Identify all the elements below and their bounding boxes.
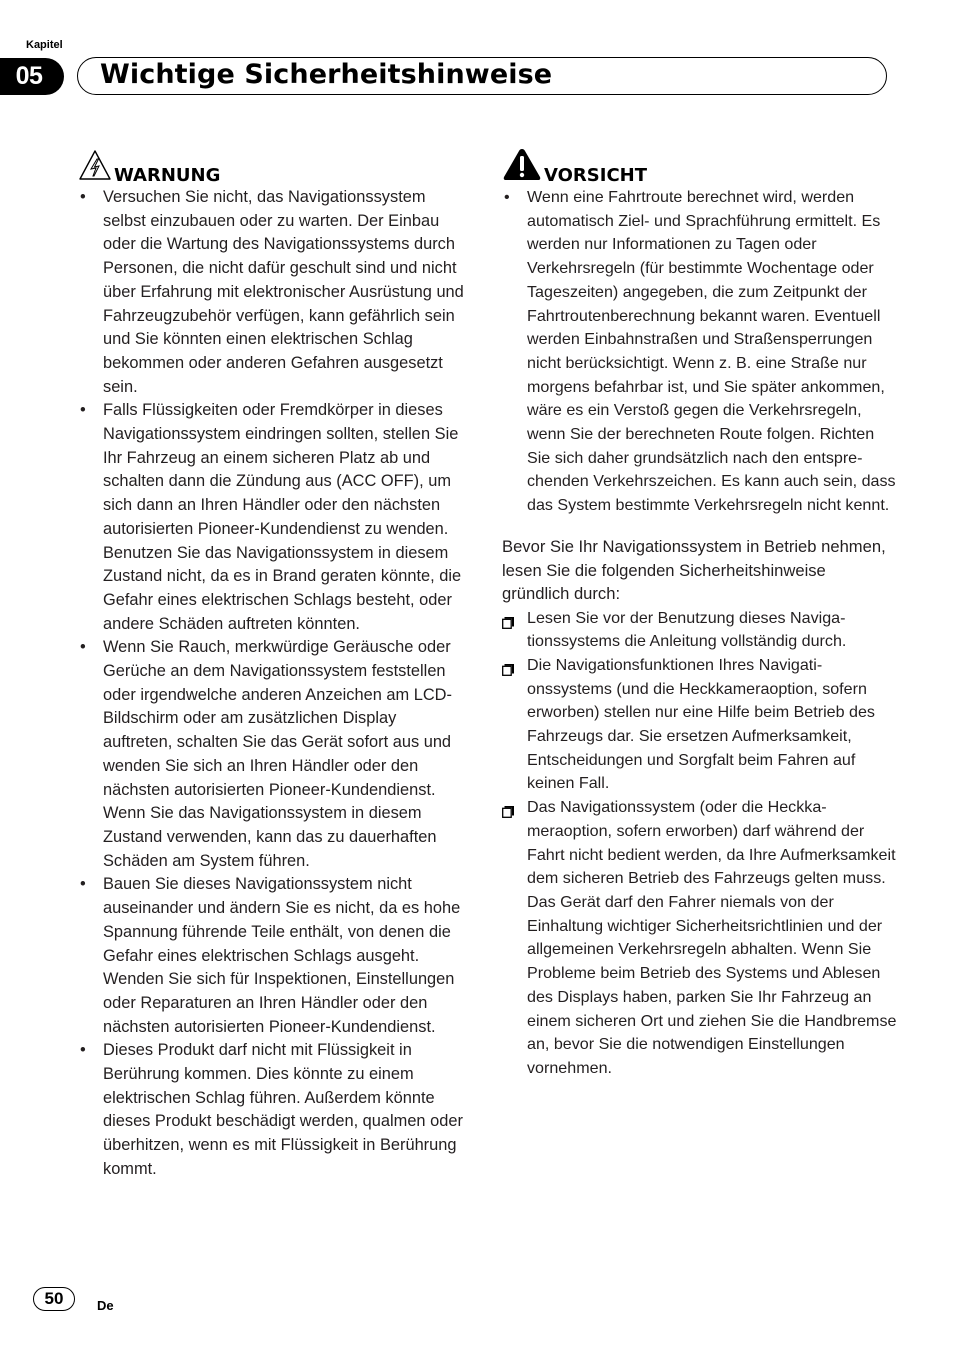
caution-list-item xyxy=(502,186,897,518)
title-box xyxy=(77,57,887,95)
warning-list xyxy=(78,186,468,1182)
warning-section xyxy=(78,150,468,1182)
warning-item-text: Dieses Produkt darf nicht mit Flüssigkeit in Berührung kommen. Dies könnte zu einem elektrischen Schlag führen. Außerdem könnte dieses Produkt beschädigt werden, qualmen oder überhitzen, wenn es mit Flüssigkeit in Berührung kommt. xyxy=(103,1041,463,1178)
caution-heading-text: VORSICHT xyxy=(544,165,647,186)
caution-item-text: Wenn eine Fahrtroute berechnet wird, werden automatisch Ziel- und Sprachführung ermittelt. Es werden nur Informationen zu Tagen oder Verkehrsregeln (für bestimmte Wochentage oder Tageszeiten) angegeben, die zum Zeitpunkt der Fahrtroutenberechnung bekannt waren. Eventuell werden Einbahnstraßen und Straßensperrungen nicht berücksichtigt. Wenn z. B. eine Straße nur morgens befahrbar ist, und Sie später ankommen, wäre es ein Verstoß gegen die Verkehrsregeln, wenn Sie der berechneten Route folgen. Richten Sie sich daher grundsätzlich nach den entsprechenden Verkehrszeichen. Es kann auch sein, dass das System bestimmte Verkehrsregeln nicht kennt. xyxy=(527,188,896,515)
bullet-icon: • xyxy=(80,1041,86,1060)
bullet-icon: • xyxy=(80,401,86,420)
warning-list-item xyxy=(78,399,468,636)
checkbox-square-icon xyxy=(502,802,513,813)
warning-list-item xyxy=(78,1039,468,1181)
caution-heading xyxy=(502,150,897,186)
bullet-icon: • xyxy=(80,638,86,657)
warning-item-text: Bauen Sie dieses Navigationssystem nicht auseinander und ändern Sie es nicht, da es hohe Spannung führende Teile enthält, von denen die Gefahr eines elektrischen Schlags ausgeht. Wenden Sie sich für Inspektionen, Einstellungen oder Reparaturen an Ihren Händler oder den nächsten autorisierten Pioneer-Kundendienst. xyxy=(103,875,461,1036)
caution-list xyxy=(502,186,897,518)
safety-intro-paragraph: Bevor Sie Ihr Navigationssystem in Betrieb nehmen, lesen Sie die folgenden Sicherheitshinweise gründlich durch: xyxy=(502,536,886,604)
checklist-item xyxy=(502,607,897,654)
checklist-item-text: Das Navigationssystem (oder die Heckkameraoption, sofern erworben) darf während der Fahrt nicht bedient werden, da Ihre Aufmerksamkeit dem sicheren Betrieb des Fahrzeugs gelten muss. Das Gerät darf den Fahrer niemals von der Einhaltung wichtiger Sicherheitsrichtlinien und der allgemeinen Verkehrsregeln abhalten. Wenn Sie Probleme beim Betrieb des Systems und Ablesen des Displays haben, parken Sie Ihr Fahrzeug an einem sicheren Ort und ziehen Sie die Handbremse an, bevor Sie die notwendigen Einstellungen vornehmen. xyxy=(527,798,897,1077)
checklist-item xyxy=(502,654,897,796)
warning-item-text: Falls Flüssigkeiten oder Fremdkörper in dieses Navigationssystem eindringen sollten, stellen Sie Ihr Fahrzeug an einem sicheren Platz ab und schalten dann die Zündung aus (ACC OFF), um sich dann an Ihren Händler oder den nächsten autorisierten Pioneer-Kundendienst zu wenden. Benutzen Sie das Navigationssystem in diesem Zustand nicht, da es in Brand geraten könnte, die Gefahr eines elektrischen Schlags besteht, oder andere Schäden auftreten könnten. xyxy=(103,401,462,633)
checklist-item xyxy=(502,796,897,1080)
warning-item-text: Versuchen Sie nicht, das Navigationssystem selbst einzubauen oder zu warten. Der Einbau oder die Wartung des Navigationssystems durch Personen, die nicht dafür geschult sind und nicht über Erfahrung mit elektronischer Ausrüstung und Fahrzeugzubehör verfügen, kann gefährlich sein und Sie könnten einen elektrischen Schlag bekommen oder anderen Gefahren ausgesetzt sein. xyxy=(103,188,464,396)
safety-checklist xyxy=(502,607,897,1081)
checklist-item-text: Lesen Sie vor der Benutzung dieses Navigationssystems die Anleitung vollständig durch. xyxy=(527,608,847,651)
electric-shock-warning-icon xyxy=(78,149,114,186)
warning-list-item xyxy=(78,873,468,1039)
bullet-icon: • xyxy=(80,875,86,894)
checklist-item-text: Die Navigationsfunktionen Ihres Navigationssystems (und die Heckkameraoption, sofern erworben) stellen nur eine Hilfe beim Betrieb des Fahrzeugs dar. Sie ersetzen Aufmerksamkeit, Entscheidungen und Sorgfalt beim Fahren auf keinen Fall. xyxy=(527,655,875,793)
bullet-icon: • xyxy=(80,188,86,206)
checkbox-square-icon xyxy=(502,613,513,624)
warning-heading xyxy=(78,150,468,186)
language-code: De xyxy=(97,1298,114,1313)
warning-list-item xyxy=(78,636,468,873)
chapter-label: Kapitel xyxy=(26,39,63,51)
warning-heading-text: WARNUNG xyxy=(114,165,221,186)
page-title: Wichtige Sicherheitshinweise xyxy=(100,59,553,90)
checkbox-square-icon xyxy=(502,660,513,671)
bullet-icon: • xyxy=(504,188,510,206)
warning-list-item xyxy=(78,186,468,399)
caution-section xyxy=(502,150,897,1081)
warning-item-text: Wenn Sie Rauch, merkwürdige Geräusche oder Gerüche an dem Navigationssystem feststellen oder irgendwelche anderen Anzeichen am LCD-Bildschirm oder am zusätzlichen Display auftreten, schalten Sie das Gerät sofort aus und wenden Sie sich an Ihren Händler oder den nächsten autorisierten Pioneer-Kundendienst. Wenn Sie das Navigationssystem in diesem Zustand verwenden, kann das zu dauerhaften Schäden am System führen. xyxy=(103,638,452,870)
exclamation-caution-icon xyxy=(502,147,544,186)
chapter-number-tab: 05 xyxy=(0,58,64,95)
page-number-badge: 50 xyxy=(33,1287,75,1311)
